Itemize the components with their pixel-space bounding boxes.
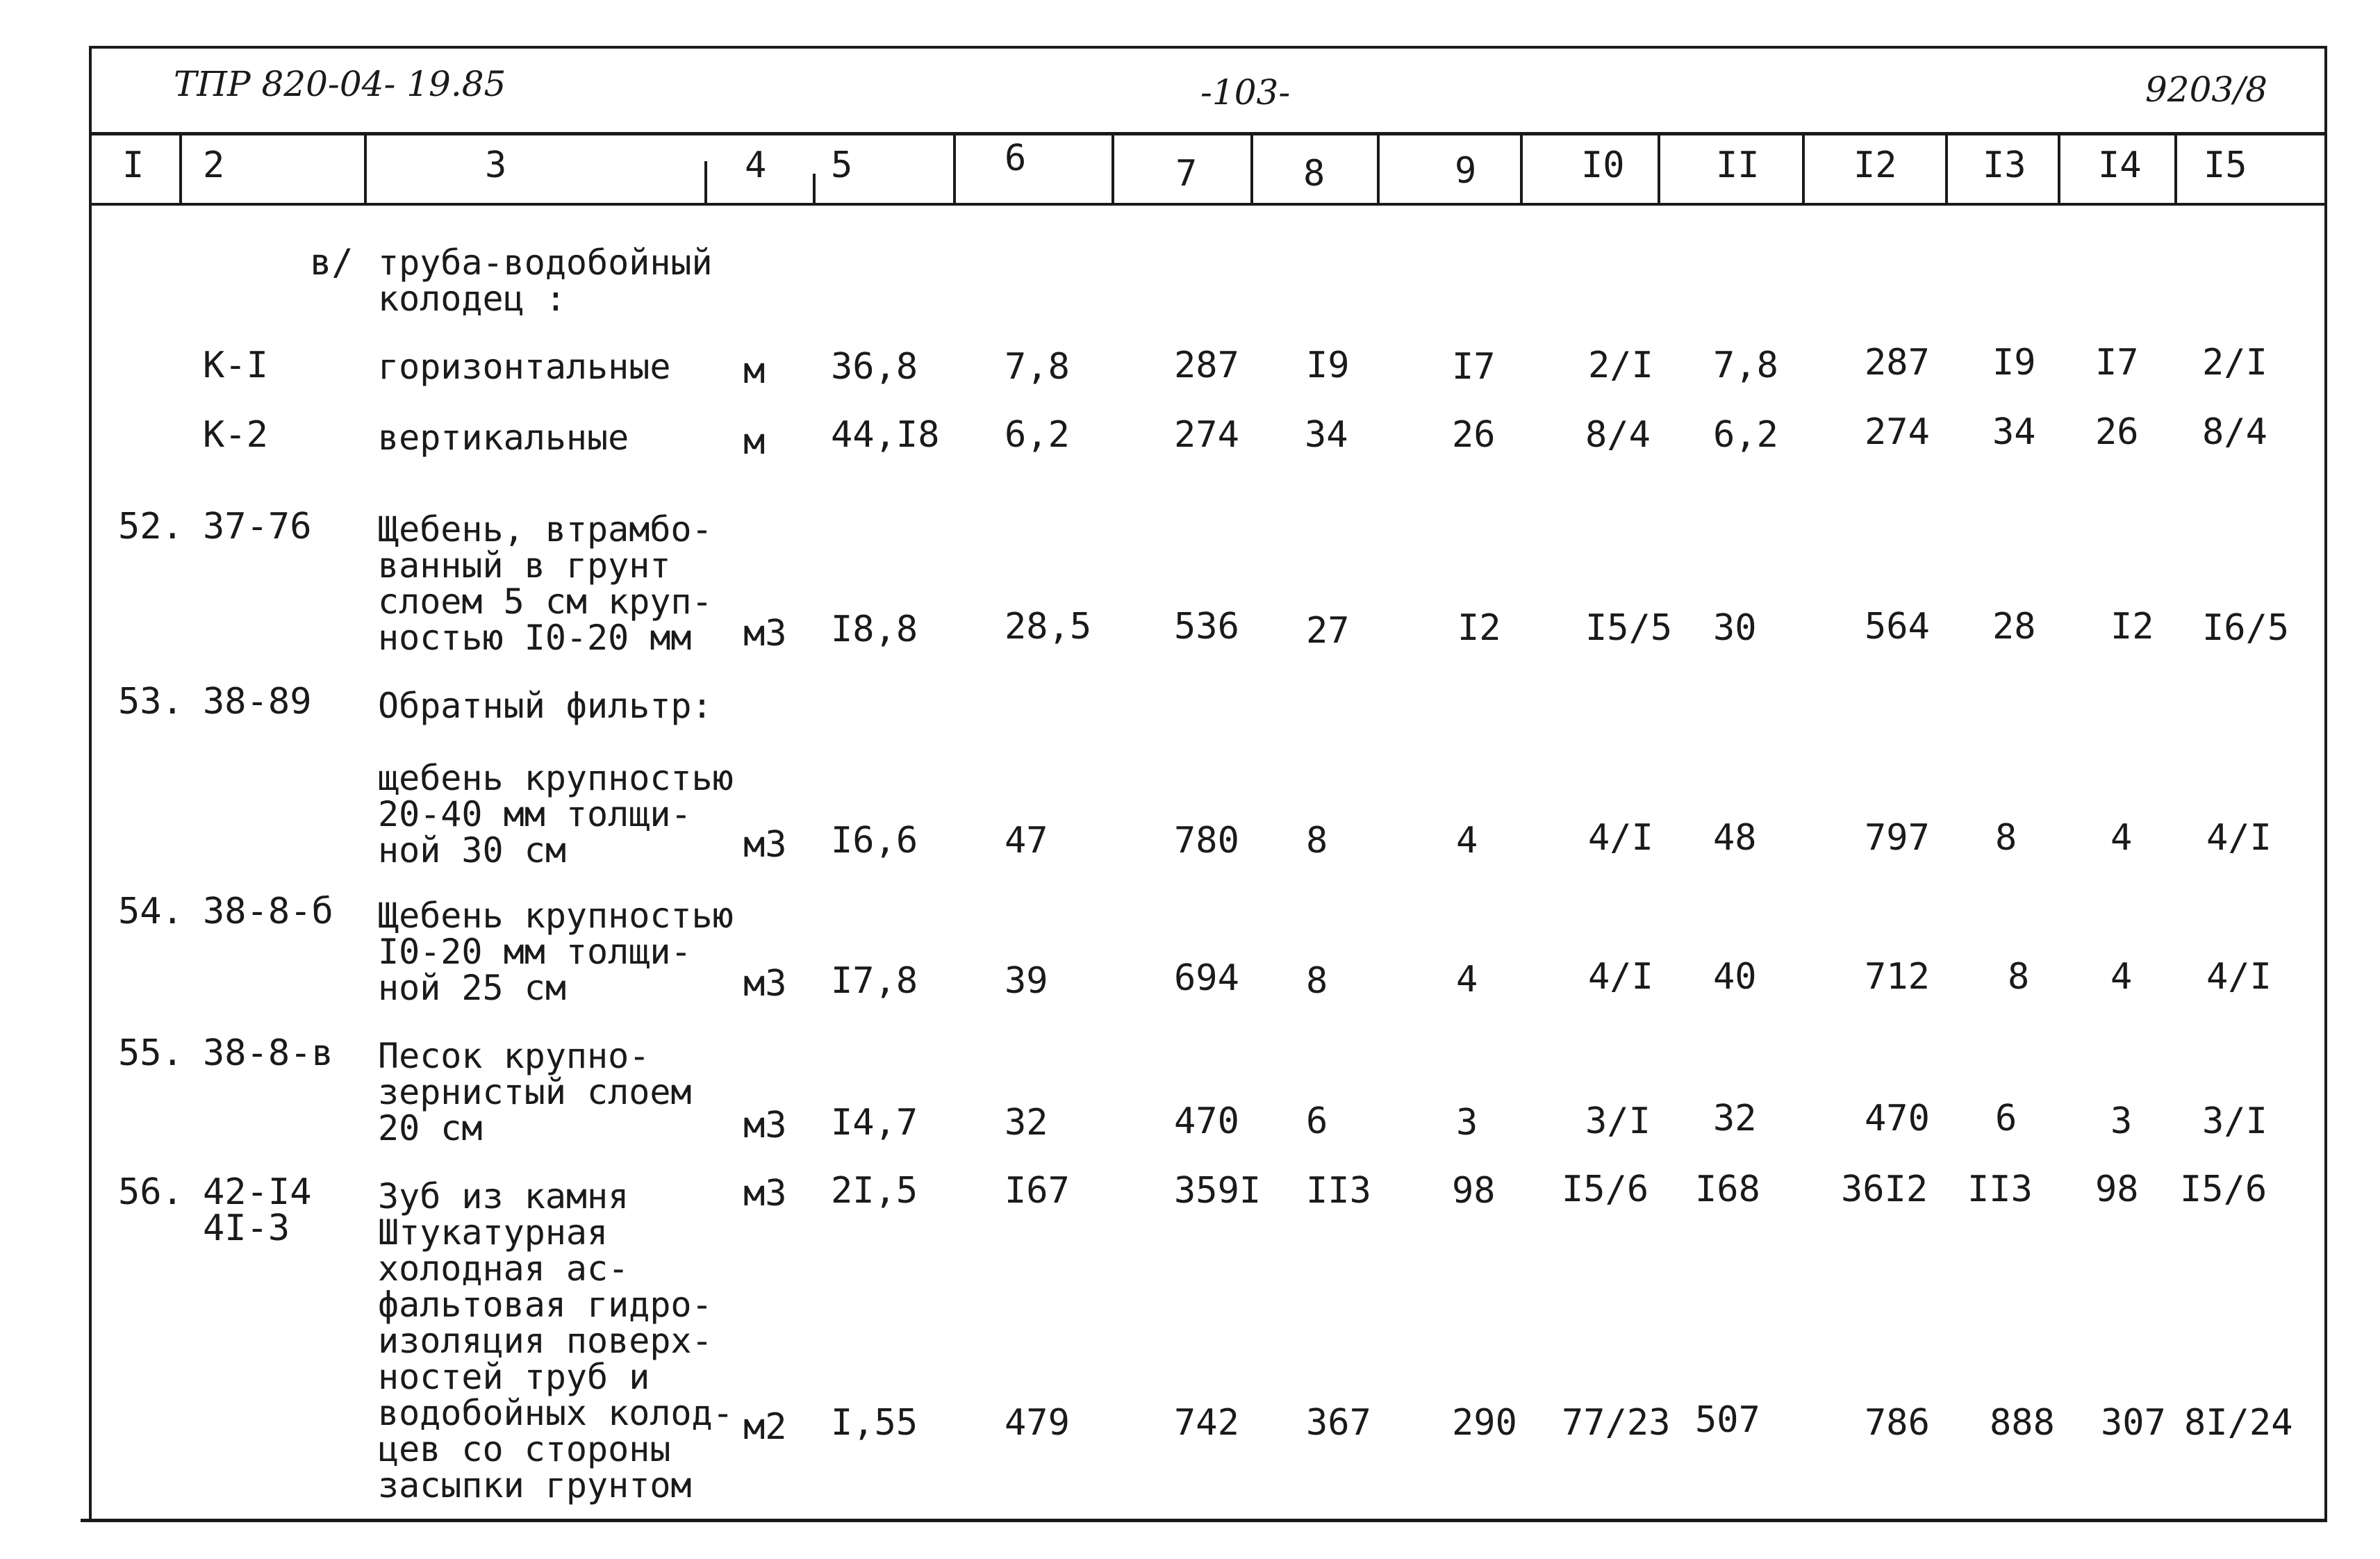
value-col14: 26 <box>2095 411 2139 453</box>
value-col7: 694 <box>1174 957 1239 999</box>
value-col10: 4/I <box>1588 956 1653 998</box>
desc-line: колодец : <box>378 279 566 319</box>
col-divider <box>1520 133 1523 204</box>
value-col7: 470 <box>1174 1100 1239 1142</box>
column-header-separator <box>89 203 2327 206</box>
value-col12: 786 <box>1865 1402 1930 1444</box>
row-unit: м3 <box>743 963 787 1005</box>
desc-line: ванный в грунт <box>378 545 671 586</box>
value-col7: 359I <box>1174 1170 1262 1212</box>
value-col14: 98 <box>2095 1169 2139 1210</box>
value-col12: 797 <box>1865 817 1930 859</box>
value-col12: 287 <box>1865 342 1930 383</box>
value-col15: 2/I <box>2202 342 2267 383</box>
row-code <box>203 1171 312 1249</box>
value-col9: 290 <box>1452 1402 1517 1444</box>
row-description: Обратный фильтр: <box>378 686 713 726</box>
value-col5: 44,I8 <box>831 414 940 456</box>
row-description: горизонтальные <box>378 347 671 387</box>
column-number: 2 <box>203 145 225 186</box>
col-divider <box>2174 133 2177 204</box>
desc-line: Штукатурная <box>378 1212 609 1253</box>
value-col12: 36I2 <box>1841 1169 1928 1210</box>
column-number: I5 <box>2204 145 2247 186</box>
col-divider <box>813 174 816 204</box>
col-divider <box>179 133 182 204</box>
frame-left-line <box>89 46 92 1521</box>
value-col9: I7 <box>1452 346 1496 388</box>
row-code: К-I <box>203 345 268 386</box>
value-col15: 8I/24 <box>2184 1402 2293 1444</box>
value-col9: 3 <box>1456 1102 1478 1144</box>
value-col7: 780 <box>1174 820 1239 861</box>
row-description <box>378 898 734 1006</box>
desc-line: засыпки грунтом <box>378 1465 692 1506</box>
row-code: в/ <box>310 242 354 283</box>
column-number: 9 <box>1455 150 1477 192</box>
row-unit: м2 <box>743 1406 787 1448</box>
row-description <box>378 511 713 656</box>
col-divider <box>1802 133 1805 204</box>
value-col6: 28,5 <box>1005 606 1092 647</box>
column-number: 8 <box>1303 153 1325 195</box>
value-col5: I7,8 <box>831 960 918 1002</box>
value-col13: 888 <box>1990 1402 2055 1444</box>
column-number: 5 <box>831 145 853 186</box>
value-col10: 2/I <box>1588 345 1653 386</box>
value-col15: I6/5 <box>2202 607 2290 649</box>
value-col6: 32 <box>1005 1102 1048 1144</box>
value-col14: 307 <box>2101 1402 2166 1444</box>
column-number: I4 <box>2098 145 2142 186</box>
value-col14: I7 <box>2095 342 2139 383</box>
value-col13: 34 <box>1992 411 2036 453</box>
col-divider <box>364 133 367 204</box>
value-col13: 8 <box>2008 956 2030 998</box>
row-description <box>378 758 734 871</box>
value-col14: I2 <box>2110 606 2154 647</box>
row-unit: м3 <box>743 1105 787 1146</box>
value-col11: I68 <box>1695 1169 1760 1210</box>
row-code: 37-76 <box>203 506 312 547</box>
desc-line: 20-40 мм толщи- <box>378 794 692 834</box>
col-divider <box>1945 133 1948 204</box>
value-col5: I6,6 <box>831 820 918 861</box>
value-col15: 8/4 <box>2202 411 2267 453</box>
value-col5: I,55 <box>831 1402 918 1444</box>
column-number: 4 <box>745 145 767 186</box>
column-number: II <box>1716 145 1760 186</box>
document-code: ТПР 820-04- 19.85 <box>174 64 506 104</box>
value-col9: I2 <box>1457 607 1501 649</box>
header-separator <box>89 132 2327 135</box>
column-number: I3 <box>1983 145 2026 186</box>
value-col11: 40 <box>1713 956 1757 998</box>
value-col14: 3 <box>2110 1100 2133 1142</box>
value-col9: 4 <box>1456 959 1478 1000</box>
value-col8: 8 <box>1306 820 1328 861</box>
desc-line: ностей труб и <box>378 1357 650 1397</box>
column-number: 3 <box>485 145 507 186</box>
value-col15: 4/I <box>2206 817 2272 859</box>
desc-line: изоляция поверх- <box>378 1321 713 1361</box>
desc-line: Песок крупно- <box>378 1036 650 1076</box>
frame-top-line <box>89 46 2327 49</box>
value-col8: II3 <box>1306 1170 1371 1212</box>
col-divider <box>953 133 956 204</box>
value-col11: 48 <box>1713 817 1757 859</box>
col-divider <box>1112 133 1114 204</box>
value-col9: 26 <box>1452 414 1496 456</box>
desc-line: ной 25 см <box>378 968 566 1008</box>
value-col8: 6 <box>1306 1100 1328 1142</box>
value-col12: 274 <box>1865 411 1930 453</box>
column-number: I2 <box>1853 145 1897 186</box>
desc-line: ностью I0-20 мм <box>378 618 692 658</box>
value-col11: 7,8 <box>1713 345 1778 386</box>
frame-right-line <box>2324 46 2327 1521</box>
value-col7: 536 <box>1174 606 1239 647</box>
desc-line: труба-водобойный <box>378 242 713 283</box>
value-col6: 7,8 <box>1005 346 1070 388</box>
desc-line: щебень крупностью <box>378 758 734 798</box>
desc-line: цев со стороны <box>378 1429 671 1469</box>
value-col15: I5/6 <box>2180 1169 2267 1210</box>
value-col10: 8/4 <box>1585 414 1651 456</box>
col-divider <box>1658 133 1660 204</box>
row-description <box>378 1038 692 1146</box>
row-code: К-2 <box>203 414 268 456</box>
value-col8: I9 <box>1306 345 1350 386</box>
value-col11: 507 <box>1695 1399 1760 1441</box>
page-number: -103- <box>1200 72 1291 113</box>
value-col14: 4 <box>2110 817 2133 859</box>
row-number: 52. <box>118 506 183 547</box>
desc-line: фальтовая гидро- <box>378 1285 713 1325</box>
value-col8: 8 <box>1306 960 1328 1002</box>
value-col15: 3/I <box>2202 1100 2267 1142</box>
value-col10: 4/I <box>1588 817 1653 859</box>
desc-line: холодная ас- <box>378 1248 629 1289</box>
column-number: 7 <box>1175 153 1198 195</box>
value-col8: 34 <box>1305 414 1348 456</box>
value-col5: I4,7 <box>831 1102 918 1144</box>
row-description: Зуб из камня <box>378 1176 629 1216</box>
row-unit: м3 <box>743 613 787 654</box>
value-col12: 470 <box>1865 1098 1930 1139</box>
value-col10: 3/I <box>1585 1100 1651 1142</box>
value-col8: 27 <box>1306 610 1350 652</box>
row-description: вертикальные <box>378 418 629 458</box>
sheet-reference: 9203/8 <box>2145 69 2267 110</box>
desc-line: зернистый слоем <box>378 1072 692 1112</box>
value-col12: 564 <box>1865 606 1930 647</box>
column-number: 6 <box>1005 138 1027 179</box>
desc-line: ной 30 см <box>378 830 566 871</box>
value-col11: 6,2 <box>1713 414 1778 456</box>
row-number: 55. <box>118 1032 183 1074</box>
value-col10: I5/6 <box>1562 1169 1649 1210</box>
code-line: 42-I4 <box>203 1171 312 1213</box>
value-col6: 6,2 <box>1005 414 1070 456</box>
row-code: 38-8-в <box>203 1032 333 1074</box>
row-description <box>378 242 713 319</box>
row-number: 56. <box>118 1171 183 1213</box>
value-col13: 6 <box>1995 1098 2017 1139</box>
value-col9: 4 <box>1456 820 1478 861</box>
row-code: 38-89 <box>203 681 312 723</box>
value-col10: 77/23 <box>1562 1402 1671 1444</box>
value-col6: 479 <box>1005 1402 1070 1444</box>
value-col13: I9 <box>1992 342 2036 383</box>
value-col7: 742 <box>1174 1402 1239 1444</box>
value-col5: 36,8 <box>831 346 918 388</box>
column-number: I0 <box>1581 145 1625 186</box>
value-col14: 4 <box>2110 956 2133 998</box>
value-col5: 2I,5 <box>831 1170 918 1212</box>
col-divider <box>1250 133 1253 204</box>
value-col7: 274 <box>1174 414 1239 456</box>
value-col9: 98 <box>1452 1170 1496 1212</box>
col-divider <box>704 161 707 204</box>
column-number: I <box>122 145 144 186</box>
desc-line: слоем 5 см круп- <box>378 581 713 622</box>
row-number: 53. <box>118 681 183 723</box>
desc-line: I0-20 мм толщи- <box>378 932 692 972</box>
value-col13: 28 <box>1992 606 2036 647</box>
value-col13: 8 <box>1995 817 2017 859</box>
value-col15: 4/I <box>2206 956 2272 998</box>
value-col12: 712 <box>1865 956 1930 998</box>
code-line: 4I-3 <box>203 1207 290 1249</box>
value-col6: 47 <box>1005 820 1048 861</box>
value-col8: 367 <box>1306 1402 1371 1444</box>
row-description <box>378 1212 734 1506</box>
row-code: 38-8-б <box>203 891 333 932</box>
desc-line: водобойных колод- <box>378 1393 734 1433</box>
desc-line: Щебень крупностью <box>378 896 734 936</box>
frame-bottom-line <box>81 1519 2327 1522</box>
desc-line: Щебень, втрамбо- <box>378 509 713 550</box>
value-col11: 32 <box>1713 1098 1757 1139</box>
value-col6: I67 <box>1005 1170 1070 1212</box>
row-unit: м <box>743 350 766 392</box>
row-number: 54. <box>118 891 183 932</box>
value-col6: 39 <box>1005 960 1048 1002</box>
col-divider <box>2058 133 2060 204</box>
value-col11: 30 <box>1713 607 1757 649</box>
value-col10: I5/5 <box>1585 607 1673 649</box>
value-col5: I8,8 <box>831 609 918 650</box>
row-unit: м <box>743 421 766 463</box>
value-col7: 287 <box>1174 345 1239 386</box>
desc-line: 20 см <box>378 1108 483 1148</box>
col-divider <box>1377 133 1380 204</box>
value-col13: II3 <box>1967 1169 2033 1210</box>
row-unit: м3 <box>743 824 787 866</box>
row-unit: м3 <box>743 1173 787 1214</box>
